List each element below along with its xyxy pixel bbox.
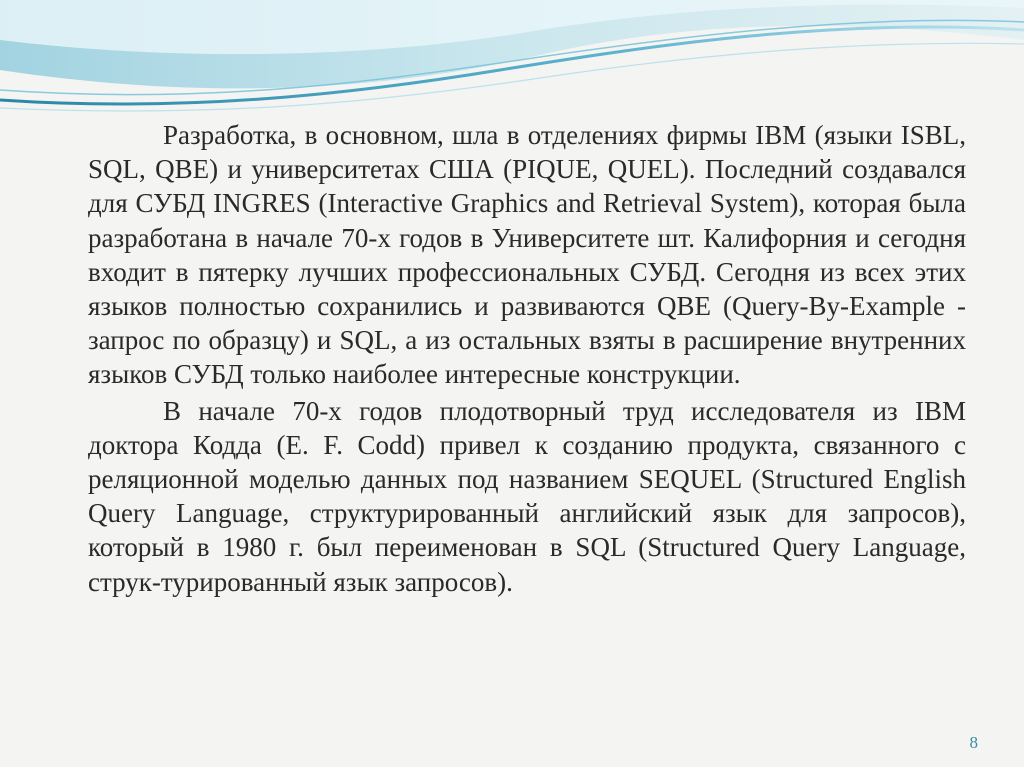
header-wave-decoration [0, 0, 1024, 120]
slide-body [88, 118, 966, 601]
page-number: 8 [969, 733, 978, 752]
paragraph-2: В начале 70-х годов плодотворный труд исследователя из IBM доктора Кодда (E. F. Codd) привел к созданию продукта, связанного с реляционной моделью данных под названием SEQUEL (Structured English Query Language, структурированный английский язык для запросов), который в 1980 г. был переименован в SQL (Structured Query Language, струк-турированный язык запросов). [88, 395, 966, 597]
paragraph-1: Разработка, в основном, шла в отделениях фирмы IBM (языки ISBL, SQL, QBE) и университетах США (PIQUE, QUEL). Последний создавался для СУБД INGRES (Interactive Graphics and Retrieval System), которая была разработана в начале 70-х годов в Университете шт. Калифорния и сегодня входит в пятерку лучших профессиональных СУБД. Сегодня из всех этих языков полностью сохранились и развиваются QBE (Query-By-Example - запрос по образцу) и SQL, а из остальных взяты в расширение внутренних языков СУБД только наиболее интересные конструкции. [88, 120, 966, 390]
